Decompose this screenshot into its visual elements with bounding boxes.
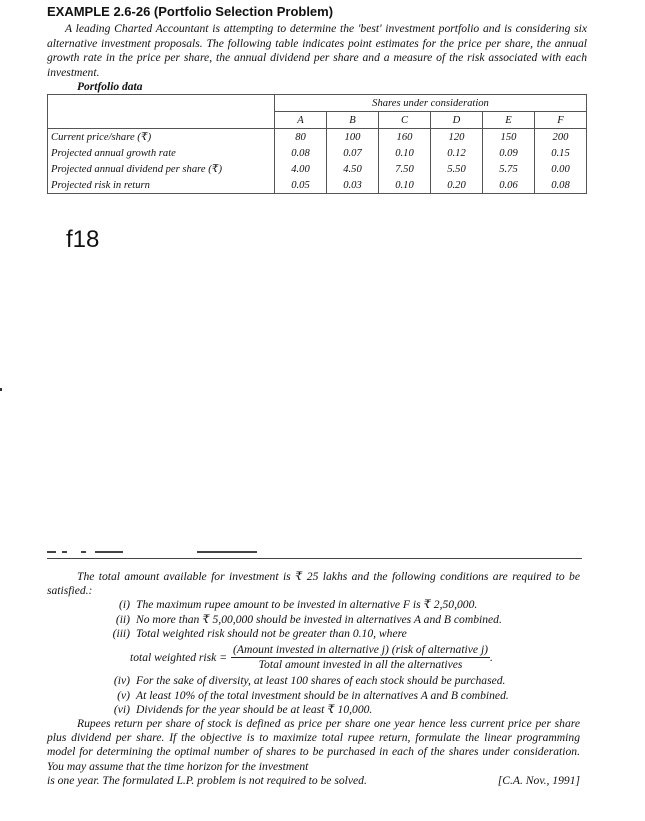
column-header: F: [535, 112, 587, 129]
cut-rule: [47, 558, 582, 559]
table-row: [48, 177, 587, 194]
cell: 0.03: [327, 177, 379, 194]
cell: 80: [275, 129, 327, 146]
cell: 0.06: [483, 177, 535, 194]
portfolio-data-table: [47, 94, 587, 194]
condition-item: [102, 627, 580, 641]
cell: 0.10: [379, 145, 431, 161]
column-header: A: [275, 112, 327, 129]
condition-text: Total weighted risk should not be greater than 0.10, where: [136, 626, 407, 640]
problem-statement: [47, 4, 587, 194]
formula-denominator: Total amount invested in all the alternatives: [258, 658, 463, 672]
row-label: Current price/share (₹): [48, 129, 275, 146]
cell: 0.20: [431, 177, 483, 194]
cell: 100: [327, 129, 379, 146]
condition-item: [102, 598, 580, 612]
row-label: Projected annual growth rate: [48, 145, 275, 161]
group-header: Shares under consideration: [275, 95, 587, 112]
condition-text: For the sake of diversity, at least 100 shares of each stock should be purchased.: [136, 674, 506, 688]
cell: 0.10: [379, 177, 431, 194]
page-edge-mark: [0, 388, 2, 391]
weighted-risk-formula: [130, 643, 580, 672]
column-header: D: [431, 112, 483, 129]
cell: 4.00: [275, 161, 327, 177]
citation: [C.A. Nov., 1991]: [497, 773, 580, 787]
formula-numerator: (Amount invested in alternative j) (risk of alternative j): [231, 643, 490, 658]
page-break-line: [47, 546, 582, 560]
formula-fraction: [231, 643, 490, 672]
condition-item: [102, 689, 580, 703]
closing-last-text: is one year. The formulated L.P. problem is not required to be solved.: [47, 773, 367, 787]
row-label: Projected risk in return: [48, 177, 275, 194]
cut-dash: [62, 551, 67, 553]
cell: 5.50: [431, 161, 483, 177]
row-label: Projected annual dividend per share (₹): [48, 161, 275, 177]
condition-number: (vi): [113, 702, 130, 716]
intro-paragraph: A leading Charted Accountant is attempting to determine the 'best' investment portfolio and is considering six alternative investment proposals. The following table indicates point estimates for the price per share, the annual growth rate in the price per share, the annual dividend per share and a measure of the risk associated with each investment.: [47, 22, 587, 79]
condition-text: At least 10% of the total investment should be in alternatives A and B combined.: [136, 688, 509, 702]
conditions-intro: The total amount available for investment is ₹ 25 lakhs and the following conditions are required to be satisfied.:: [47, 570, 580, 598]
cell: 0.00: [535, 161, 587, 177]
condition-number: (i): [119, 598, 130, 612]
condition-item: [102, 613, 580, 627]
condition-text: The maximum rupee amount to be invested in alternative F is ₹ 2,50,000.: [136, 598, 478, 612]
condition-number: (iv): [113, 674, 130, 688]
table-title: Portfolio data: [77, 81, 143, 93]
cut-dash: [47, 551, 56, 553]
formula-tail: .: [490, 650, 493, 664]
table-row: [48, 145, 587, 161]
condition-number: (iii): [112, 626, 130, 640]
column-header: B: [327, 112, 379, 129]
condition-item: [102, 703, 580, 717]
condition-text: No more than ₹ 5,00,000 should be invested in alternatives A and B combined.: [136, 612, 502, 626]
cell: 0.08: [275, 145, 327, 161]
condition-number: (v): [117, 688, 130, 702]
condition-item: [102, 674, 580, 688]
cell: 150: [483, 129, 535, 146]
cell: 4.50: [327, 161, 379, 177]
table-row: [48, 161, 587, 177]
cell: 200: [535, 129, 587, 146]
cell: 5.75: [483, 161, 535, 177]
cut-dash: [95, 551, 123, 553]
table-row: [48, 129, 587, 146]
cell: 0.15: [535, 145, 587, 161]
condition-number: (ii): [115, 612, 130, 626]
cell: 7.50: [379, 161, 431, 177]
closing-paragraph: Rupees return per share of stock is defined as price per share one year hence less current price per share plus dividend per share. If the objective is to maximize total rupee return, formulate the linear programming model for determining the optimal number of shares to be purchased in each of the shares under consideration. You may assume that the time horizon for the investment: [47, 717, 580, 773]
cell: 0.05: [275, 177, 327, 194]
column-header: E: [483, 112, 535, 129]
conditions-section: [47, 570, 580, 788]
cell: 0.12: [431, 145, 483, 161]
cut-dash: [197, 551, 257, 553]
example-title: EXAMPLE 2.6-26 (Portfolio Selection Problem): [47, 4, 334, 19]
formula-lhs: total weighted risk =: [130, 650, 228, 664]
condition-text: Dividends for the year should be at least ₹ 10,000.: [136, 702, 373, 716]
closing-last-line: [47, 774, 580, 788]
cell: 160: [379, 129, 431, 146]
cell: 0.08: [535, 177, 587, 194]
cell: 0.09: [483, 145, 535, 161]
column-header: C: [379, 112, 431, 129]
cell: 0.07: [327, 145, 379, 161]
cell: 120: [431, 129, 483, 146]
handwritten-label: f18: [66, 226, 100, 253]
cut-dash: [81, 551, 86, 553]
